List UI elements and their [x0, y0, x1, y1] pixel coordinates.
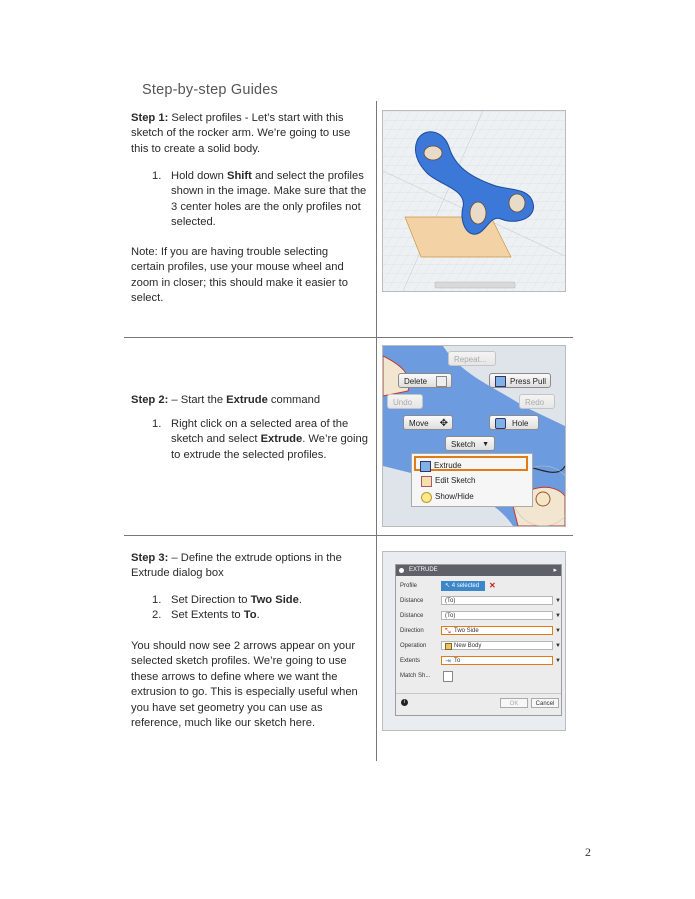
extents-row	[396, 654, 561, 668]
chevron-down-icon: ▼	[482, 441, 489, 448]
chevron-down-icon[interactable]: ▼	[555, 643, 561, 649]
press-pull-label: Press Pull	[510, 377, 547, 386]
list-bold: Extrude	[260, 433, 303, 446]
profile-label: Profile	[400, 583, 418, 589]
direction-value: Two Side	[454, 628, 479, 634]
press-pull-icon	[495, 376, 506, 387]
table-row-divider	[124, 337, 573, 338]
extrude-icon	[420, 461, 431, 472]
match-shape-row	[396, 669, 561, 683]
cancel-button[interactable]: Cancel	[531, 698, 559, 708]
extents-to-icon: ⇥	[445, 658, 451, 665]
step2-title-bold: Extrude	[226, 394, 268, 406]
list-body	[171, 608, 371, 623]
chevron-down-icon[interactable]: ▼	[555, 613, 561, 619]
center-hole	[424, 146, 442, 160]
extrude-label: Extrude	[434, 461, 462, 470]
edit-sketch-label: Edit Sketch	[435, 476, 476, 485]
show-hide-label: Show/Hide	[435, 492, 474, 501]
delete-icon	[436, 376, 447, 387]
hole-icon	[495, 418, 506, 429]
list-body	[171, 593, 371, 608]
direction-row	[396, 624, 561, 638]
step3-intro-text: – Define the extrude options in the Extrude dialog box	[131, 552, 342, 580]
hole-label: Hole	[512, 419, 529, 428]
sketch-label: Sketch	[451, 440, 476, 449]
direction-select[interactable]	[441, 626, 553, 635]
distance-label: Distance	[400, 598, 424, 604]
delete-label: Delete	[404, 377, 428, 386]
list-text: Set Extents to	[171, 609, 244, 621]
list-body	[171, 417, 371, 463]
edit-sketch-icon	[421, 476, 432, 487]
list-number: 2.	[152, 609, 162, 621]
context-menu-screenshot	[382, 345, 566, 527]
chevron-down-icon[interactable]: ▼	[555, 658, 561, 664]
list-text: Right click on a selected area of the sketch and select	[171, 418, 349, 446]
direction-label: Direction	[400, 628, 424, 634]
step2-title-text: – Start the	[168, 394, 227, 406]
rocker-arm-sketch-image	[382, 110, 566, 292]
operation-select[interactable]	[441, 641, 553, 650]
dialog-footer	[396, 693, 561, 712]
sketch-dropdown[interactable]	[445, 436, 495, 451]
list-text: and select the profiles shown in the image. Make sure that the 3 center holes are the only profiles not selected.	[171, 170, 367, 229]
undo-button[interactable]: Undo	[387, 394, 423, 409]
menu-item-show-hide[interactable]	[417, 489, 527, 504]
center-hole	[509, 194, 525, 212]
chevron-down-icon[interactable]: ▼	[555, 628, 561, 634]
dialog-header	[396, 565, 561, 576]
step3-paragraph: You should now see 2 arrows appear on your selected sketch profiles. We’re going to use these arrows to define where we want the extrusion to go. This is especially useful when you have set geometry you can use as reference, much like our sketch here.	[131, 640, 358, 730]
list-bold: To	[243, 609, 257, 621]
table-column-divider	[376, 101, 377, 761]
two-side-icon: ⤡	[445, 628, 451, 635]
menu-item-extrude[interactable]	[414, 456, 528, 471]
clear-selection-icon[interactable]: ✕	[489, 581, 496, 590]
move-label: Move	[409, 419, 429, 428]
move-button[interactable]	[403, 415, 453, 430]
step1-note: Note: If you are having trouble selecting certain profiles, use your mouse wheel and zoom in closer; this should make it easier to select.	[131, 246, 349, 305]
dialog-collapse-icon[interactable]	[399, 568, 404, 573]
extents-select[interactable]	[441, 656, 553, 665]
operation-row	[396, 639, 561, 653]
profile-value: 4 selected	[451, 583, 480, 589]
step2-title-text: command	[267, 394, 321, 406]
new-body-icon	[445, 643, 452, 650]
cursor-icon: ↖	[445, 583, 452, 589]
repeat-button[interactable]: Repeat...	[448, 351, 496, 366]
viewport-navbar[interactable]	[435, 282, 515, 288]
press-pull-button[interactable]	[489, 373, 551, 388]
operation-label: Operation	[400, 643, 427, 649]
chevron-down-icon[interactable]: ▼	[555, 598, 561, 604]
distance-label: Distance	[400, 613, 424, 619]
list-number: 1.	[152, 594, 162, 606]
list-number: 1.	[152, 170, 162, 182]
extents-value: To	[454, 658, 461, 664]
extrude-dialog-screenshot	[382, 551, 566, 731]
step2-label: Step 2:	[131, 394, 169, 406]
distance-row	[396, 594, 561, 608]
list-text: . We’re going to extrude the selected profiles.	[171, 433, 368, 461]
dialog-expand-icon[interactable]: ▸	[553, 567, 557, 574]
list-bold: Two Side	[250, 594, 299, 606]
extrude-dialog	[395, 564, 562, 716]
list-text: .	[298, 594, 302, 606]
page-number: 2	[585, 845, 591, 859]
redo-button[interactable]: Redo	[519, 394, 555, 409]
list-text: .	[256, 609, 260, 621]
step1-intro	[131, 111, 367, 157]
ok-button[interactable]: OK	[500, 698, 528, 708]
page-title: Step-by-step Guides	[142, 82, 278, 98]
step3-label: Step 3:	[131, 552, 169, 564]
match-shape-label: Match Sh...	[400, 673, 431, 679]
center-hole	[470, 202, 486, 224]
list-text: Set Direction to	[171, 594, 251, 606]
list-number: 1.	[152, 418, 162, 430]
profile-selection[interactable]	[441, 581, 485, 591]
operation-value: New Body	[454, 643, 482, 649]
info-icon[interactable]: i	[401, 699, 408, 706]
list-bold: Shift	[226, 170, 252, 182]
lightbulb-icon	[421, 492, 432, 503]
rocker-arm-drawing	[383, 111, 565, 291]
match-shape-icon[interactable]	[443, 671, 453, 682]
distance-row	[396, 609, 561, 623]
move-icon: ✥	[439, 418, 448, 429]
delete-button[interactable]	[398, 373, 452, 388]
list-body	[171, 169, 371, 231]
list-text: Hold down	[171, 170, 227, 182]
dialog-title: EXTRUDE	[409, 567, 438, 573]
step3-intro	[131, 551, 367, 582]
table-row-divider	[124, 535, 573, 536]
profile-row	[396, 579, 561, 593]
menu-item-edit-sketch[interactable]	[417, 473, 527, 488]
distance-field[interactable]: (To)	[441, 611, 553, 620]
step1-label: Step 1:	[131, 112, 169, 124]
step1-intro-text: Select profiles - Let’s start with this sketch of the rocker arm. We’re going to use this to create a solid body.	[131, 112, 351, 155]
step2-title	[131, 393, 367, 408]
hole-button[interactable]	[489, 415, 539, 430]
extents-label: Extents	[400, 658, 421, 664]
distance-field[interactable]: (To)	[441, 596, 553, 605]
